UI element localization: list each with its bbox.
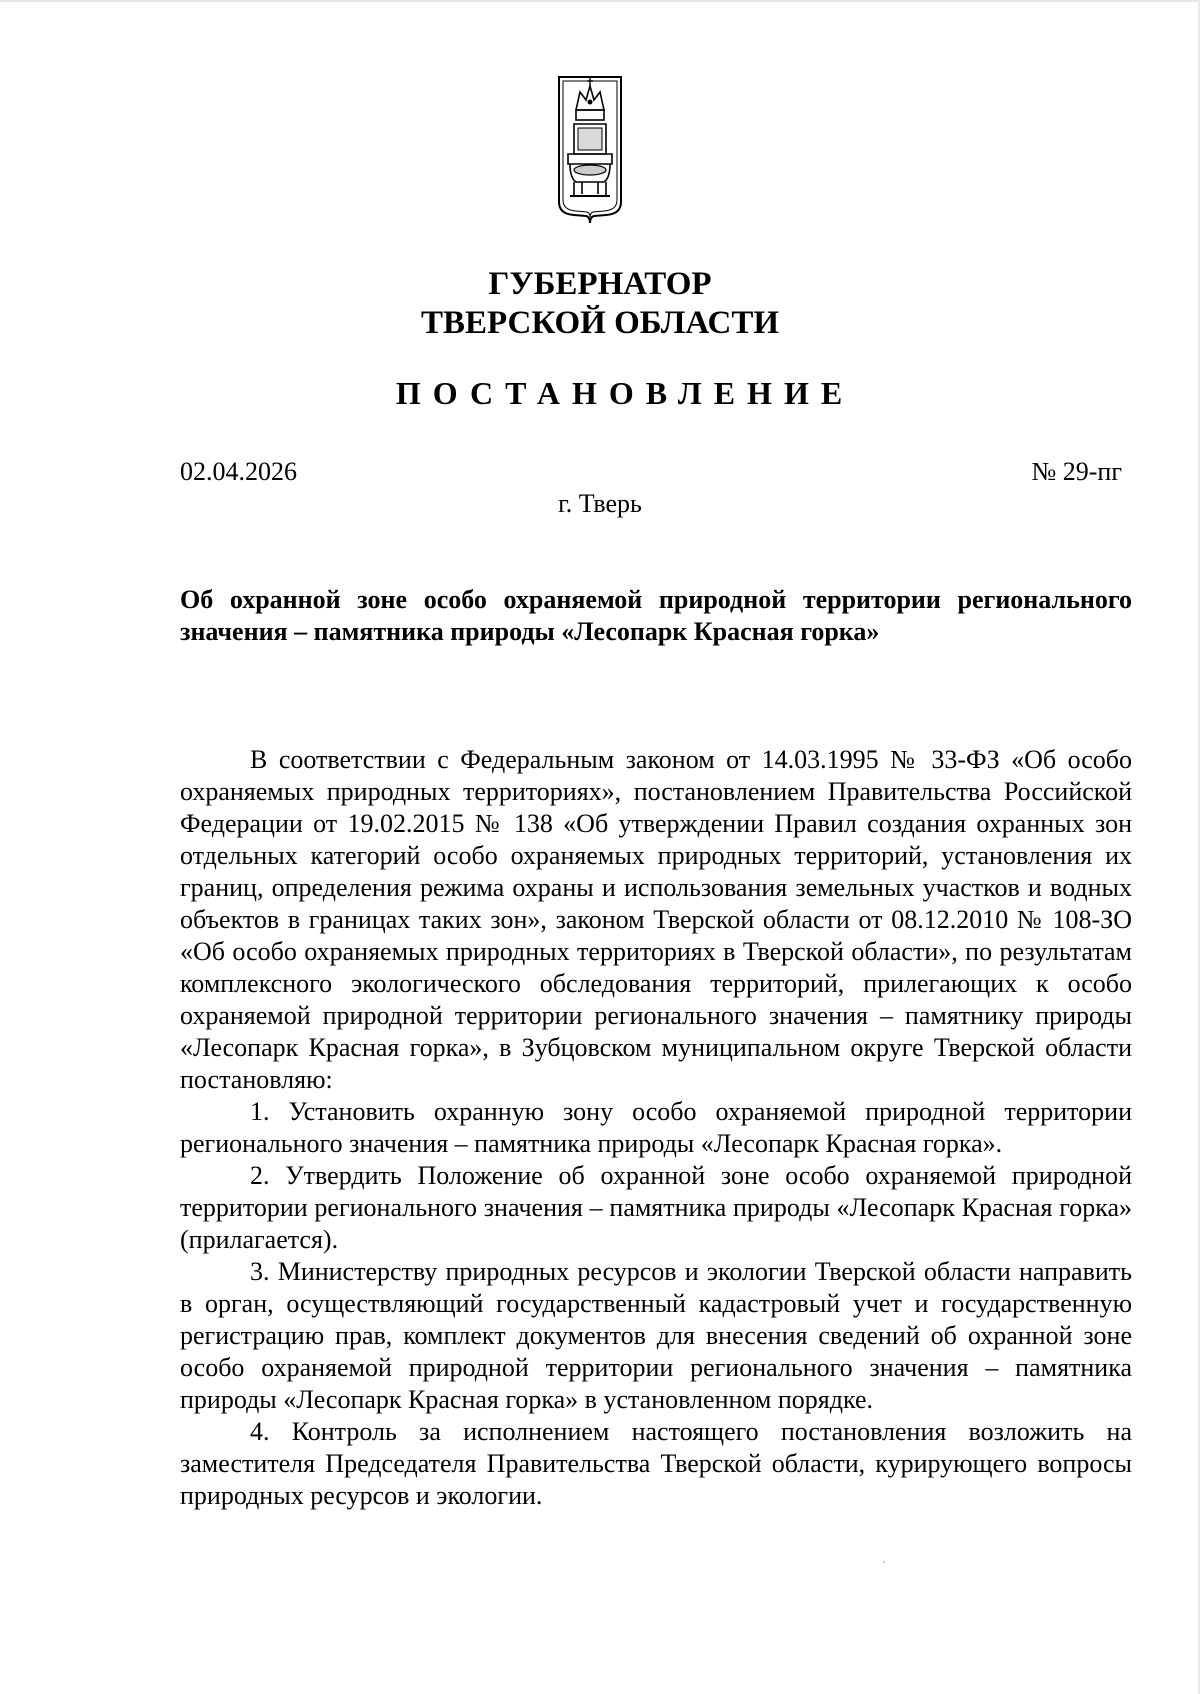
item-paragraph: 3. Министерству природных ресурсов и экологии Тверской области направить в орган, осуществляющий государственный кадастровый учет и государственную регистрацию прав, комплект документов для внесения сведений об охранной зоне особо охраняемой природной территории регионального значения – памятника природы «Лесопарк Красная горка» в установленном порядке. xyxy=(180,1257,1132,1414)
scan-edge xyxy=(0,0,1200,2)
item-paragraph: 4. Контроль за исполнением настоящего постановления возложить на заместителя Председателя Правительства Тверской области, курирующего вопросы природных ресурсов и экологии. xyxy=(180,1417,1132,1510)
document-date: 02.04.2026 xyxy=(180,457,297,486)
document-title: Об охранной зоне особо охраняемой природной территории регионального значения – памятника природы «Лесопарк Красная горка» xyxy=(180,585,1132,646)
authority-title-line1: ГУБЕРНАТОР xyxy=(488,266,712,302)
coat-of-arms-emblem xyxy=(556,74,624,227)
document-city: г. Тверь xyxy=(558,489,642,518)
scan-speck xyxy=(883,1561,885,1563)
document-body xyxy=(180,744,1132,1512)
item-paragraph: 2. Утвердить Положение об охранной зоне особо охраняемой природной территории регионального значения – памятника природы «Лесопарк Красная горка» (прилагается). xyxy=(180,1161,1132,1254)
document-type: ПОСТАНОВЛЕНИЕ xyxy=(395,375,855,411)
authority-title-line2: ТВЕРСКОЙ ОБЛАСТИ xyxy=(420,305,780,341)
document-number: № 29-пг xyxy=(1031,457,1122,486)
item-paragraph: 1. Установить охранную зону особо охраняемой природной территории регионального значения – памятника природы «Лесопарк Красная горка». xyxy=(180,1097,1132,1158)
preamble-paragraph: В соответствии с Федеральным законом от 14.03.1995 № 33-ФЗ «Об особо охраняемых природных территориях», постановлением Правительства Российской Федерации от 19.02.2015 № 138 «Об утверждении Правил создания охранных зон отдельных категорий особо охраняемых природных территорий, установления их границ, определения режима охраны и использования земельных участков и водных объектов в границах таких зон», законом Тверской области от 08.12.2010 № 108-ЗО «Об особо охраняемых природных территориях в Тверской области», по результатам комплексного экологического обследования территорий, прилегающих к особо охраняемой природной территории регионального значения – памятнику природы «Лесопарк Красная горка», в Зубцовском муниципальном округе Тверской области постановляю: xyxy=(180,745,1132,1094)
